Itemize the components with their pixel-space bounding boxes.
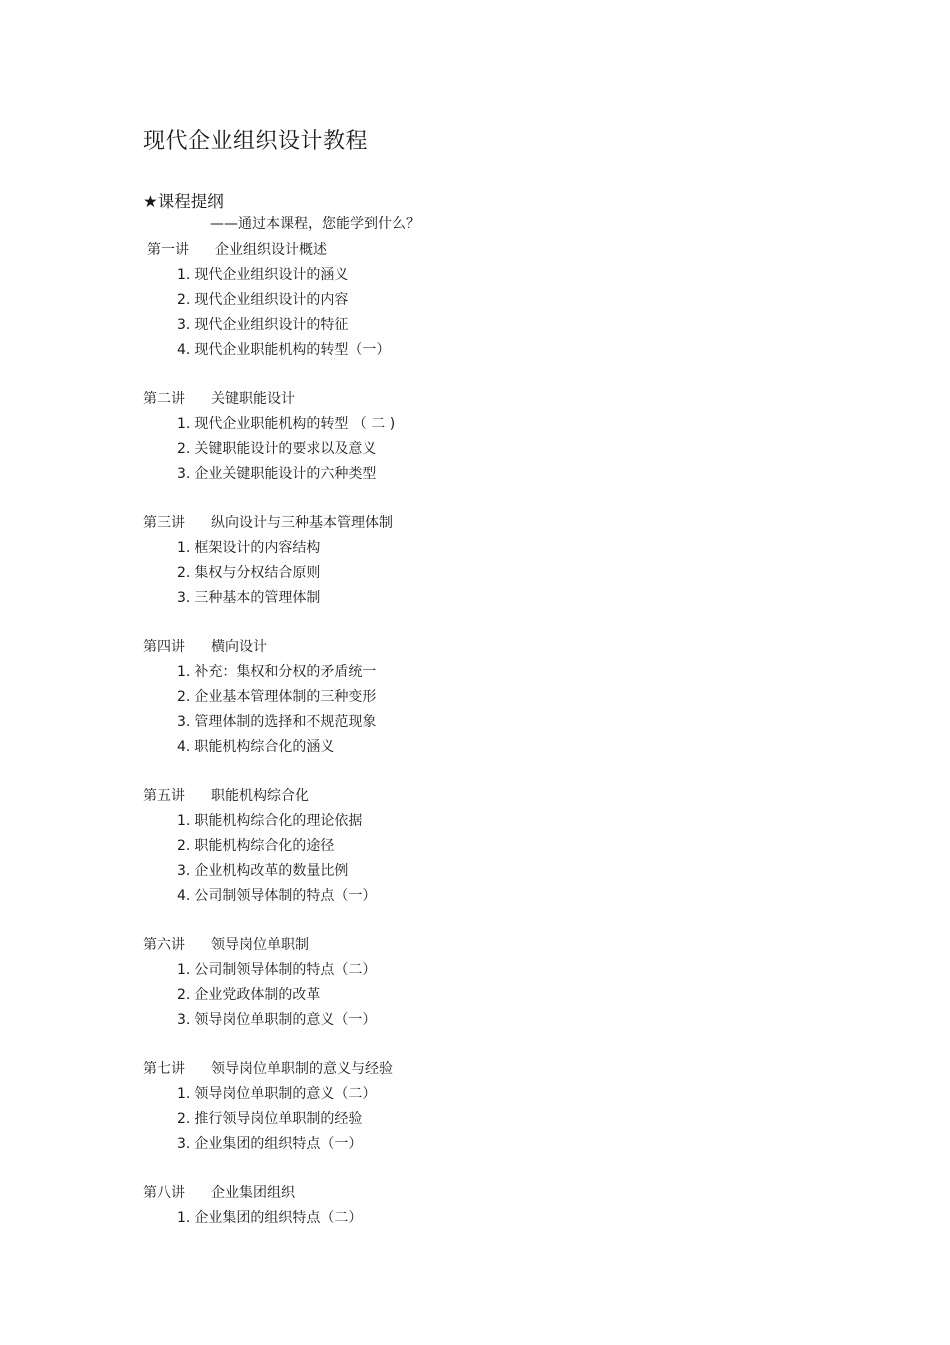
outline-item-text: 关键职能设计的要求以及意义 xyxy=(194,441,377,457)
outline-item-text: 企业集团的组织特点（二） xyxy=(194,1210,363,1226)
outline-item-index: 4. xyxy=(177,342,191,358)
outline-item xyxy=(0,983,950,1008)
lecture-section xyxy=(0,635,950,760)
outline-item xyxy=(0,586,950,611)
outline-item-index: 1. xyxy=(177,1086,191,1102)
lecture-title: 职能机构综合化 xyxy=(211,788,309,804)
outline-item-text: 领导岗位单职制的意义（一） xyxy=(194,1012,377,1028)
lecture-section xyxy=(0,387,950,487)
outline-item-text: 推行领导岗位单职制的经验 xyxy=(194,1111,363,1127)
outline-item-text: 企业关键职能设计的六种类型 xyxy=(194,466,377,482)
outline-item-index: 2. xyxy=(177,565,191,581)
lecture-heading xyxy=(0,933,950,958)
outline-item-index: 3. xyxy=(177,1012,191,1028)
lecture-section xyxy=(0,784,950,909)
lecture-number: 第二讲 xyxy=(143,391,185,407)
lecture-heading xyxy=(0,511,950,536)
outline-item xyxy=(0,735,950,760)
outline-item-text: 企业集团的组织特点（一） xyxy=(194,1136,363,1152)
outline-item-index: 3. xyxy=(177,466,191,482)
outline-item-text: 现代企业组织设计的内容 xyxy=(194,292,349,308)
outline-item-index: 1. xyxy=(177,416,191,432)
outline-item-index: 1. xyxy=(177,962,191,978)
lecture-heading xyxy=(0,784,950,809)
outline-item-text: 集权与分权结合原则 xyxy=(194,565,321,581)
lecture-title: 企业集团组织 xyxy=(211,1185,295,1201)
outline-item-index: 1. xyxy=(177,267,191,283)
outline-item xyxy=(0,288,950,313)
outline-item-text: 领导岗位单职制的意义（二） xyxy=(194,1086,377,1102)
outline-item-text: 公司制领导体制的特点（一） xyxy=(194,888,377,904)
lecture-heading xyxy=(0,1057,950,1082)
outline-item-text: 企业党政体制的改革 xyxy=(194,987,321,1003)
outline-item-index: 1. xyxy=(177,664,191,680)
lecture-section xyxy=(0,511,950,611)
outline-item-index: 3. xyxy=(177,1136,191,1152)
lecture-number: 第八讲 xyxy=(143,1185,185,1201)
lecture-title: 企业组织设计概述 xyxy=(215,242,327,258)
outline-item-text: 企业基本管理体制的三种变形 xyxy=(194,689,377,705)
outline-item xyxy=(0,263,950,288)
outline-item xyxy=(0,884,950,909)
outline-item-index: 1. xyxy=(177,540,191,556)
lecture-title: 领导岗位单职制的意义与经验 xyxy=(211,1061,393,1077)
outline-item xyxy=(0,710,950,735)
lecture-heading xyxy=(0,635,950,660)
outline-item-index: 2. xyxy=(177,292,191,308)
lecture-number: 第五讲 xyxy=(143,788,185,804)
outline-item xyxy=(0,437,950,462)
lecture-title: 横向设计 xyxy=(211,639,267,655)
lecture-heading xyxy=(0,238,950,263)
outline-item-index: 2. xyxy=(177,689,191,705)
outline-item xyxy=(0,1206,950,1231)
outline-item-index: 3. xyxy=(177,590,191,606)
outline-item-text: 现代企业职能机构的转型 （ 二 ) xyxy=(194,416,396,432)
outline-item xyxy=(0,1132,950,1157)
outline-item-text: 职能机构综合化的理论依据 xyxy=(194,813,363,829)
outline-item-index: 1. xyxy=(177,813,191,829)
outline-item xyxy=(0,1008,950,1033)
lecture-section xyxy=(0,933,950,1033)
outline-item-index: 3. xyxy=(177,863,191,879)
outline-item xyxy=(0,536,950,561)
lecture-title: 关键职能设计 xyxy=(211,391,295,407)
lecture-section xyxy=(0,238,950,363)
lecture-number: 第六讲 xyxy=(143,937,185,953)
outline-item-text: 现代企业职能机构的转型（一） xyxy=(194,342,391,358)
lecture-number: 第三讲 xyxy=(143,515,185,531)
lecture-number: 第一讲 xyxy=(147,242,189,258)
outline-item xyxy=(0,834,950,859)
lecture-section xyxy=(0,1057,950,1157)
outline-item-text: 补充：集权和分权的矛盾统一 xyxy=(194,664,377,680)
outline-subtitle: ——通过本课程，您能学到什么？ xyxy=(210,216,420,232)
outline-item-index: 2. xyxy=(177,838,191,854)
outline-item-index: 4. xyxy=(177,739,191,755)
outline-item xyxy=(0,809,950,834)
outline-item xyxy=(0,1107,950,1132)
outline-item xyxy=(0,561,950,586)
lecture-title: 纵向设计与三种基本管理体制 xyxy=(211,515,393,531)
outline-item xyxy=(0,859,950,884)
outline-item-text: 三种基本的管理体制 xyxy=(194,590,321,606)
outline-item xyxy=(0,958,950,983)
outline-item xyxy=(0,660,950,685)
outline-item-text: 企业机构改革的数量比例 xyxy=(194,863,349,879)
outline-item xyxy=(0,685,950,710)
outline-item-text: 职能机构综合化的涵义 xyxy=(194,739,335,755)
outline-item xyxy=(0,313,950,338)
outline-item-index: 2. xyxy=(177,441,191,457)
lecture-section xyxy=(0,1181,950,1231)
outline-item-text: 现代企业组织设计的特征 xyxy=(194,317,349,333)
lecture-number: 第七讲 xyxy=(143,1061,185,1077)
lecture-heading xyxy=(0,1181,950,1206)
outline-item-text: 框架设计的内容结构 xyxy=(194,540,321,556)
outline-item xyxy=(0,412,950,437)
outline-item xyxy=(0,1082,950,1107)
outline-item-index: 3. xyxy=(177,317,191,333)
outline-item xyxy=(0,462,950,487)
outline-item-text: 管理体制的选择和不规范现象 xyxy=(194,714,377,730)
outline-item-text: 现代企业组织设计的涵义 xyxy=(194,267,349,283)
lecture-title: 领导岗位单职制 xyxy=(211,937,309,953)
outline-heading: ★课程提纲 xyxy=(143,192,224,211)
outline-item-index: 4. xyxy=(177,888,191,904)
outline-item-text: 公司制领导体制的特点（二） xyxy=(194,962,377,978)
outline-item-index: 2. xyxy=(177,1111,191,1127)
outline-item-text: 职能机构综合化的途径 xyxy=(194,838,335,854)
lecture-number: 第四讲 xyxy=(143,639,185,655)
outline-item-index: 3. xyxy=(177,714,191,730)
page-title: 现代企业组织设计教程 xyxy=(143,129,369,154)
lecture-heading xyxy=(0,387,950,412)
outline-item xyxy=(0,338,950,363)
outline-item-index: 1. xyxy=(177,1210,191,1226)
outline-item-index: 2. xyxy=(177,987,191,1003)
lecture-list xyxy=(0,238,950,1255)
